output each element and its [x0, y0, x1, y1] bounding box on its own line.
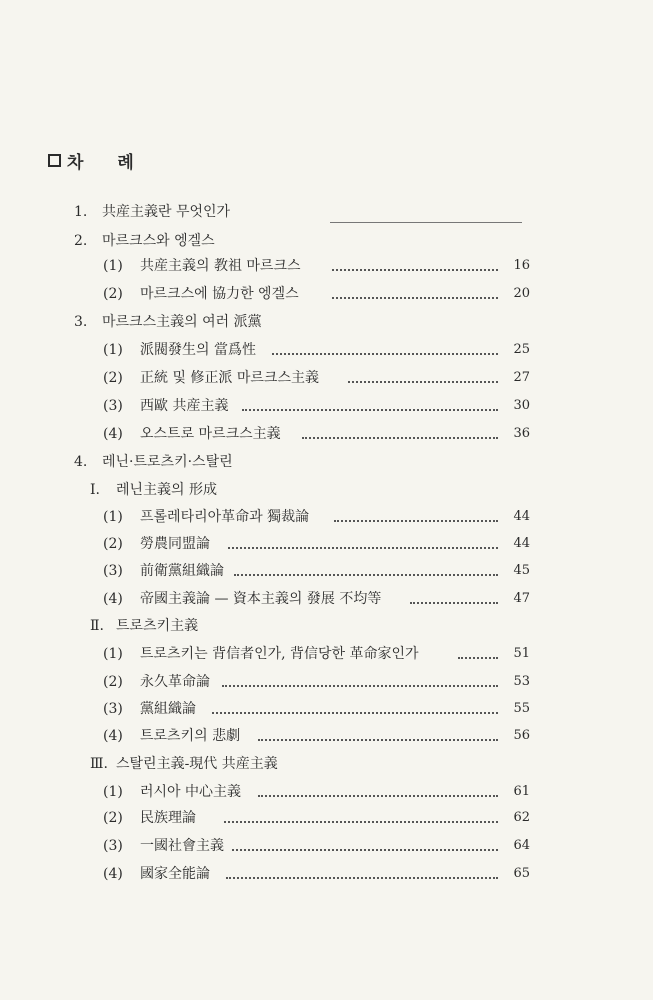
dot-leader [212, 712, 498, 714]
toc-entry-title: 帝國主義論 — 資本主義의 發展 不均等 [140, 591, 382, 607]
toc-entry-page: 53 [513, 674, 530, 689]
toc-entry-title: 西歐 共産主義 [140, 398, 229, 414]
toc-entry-title: 民族理論 [140, 810, 196, 826]
dot-leader [348, 381, 498, 383]
toc-entry [0, 450, 653, 474]
toc-entry [0, 532, 653, 556]
toc-entry-number: Ⅰ. [90, 482, 100, 498]
toc-entry-title: 勞農同盟論 [140, 536, 210, 552]
toc-entry-page: 27 [513, 370, 530, 385]
toc-entry-page: 55 [513, 701, 530, 716]
toc-entry-title: 트로츠키의 悲劇 [140, 728, 241, 744]
toc-entry-title: 共産主義란 무엇인가 [102, 204, 231, 220]
toc-entry-number: (3) [103, 838, 123, 854]
toc-entry-number: 1. [74, 204, 88, 220]
toc-entry-title: 오스트로 마르크스主義 [140, 426, 281, 442]
toc-entry-page: 36 [513, 426, 530, 441]
toc-entry-title: 마르크스와 엥겔스 [102, 233, 215, 249]
toc-entry-title: 黨組織論 [140, 701, 196, 717]
toc-entry-number: (2) [103, 286, 123, 302]
toc-entry-title: 트로츠키主義 [116, 618, 199, 634]
toc-entry [0, 338, 653, 362]
toc-entry [0, 559, 653, 583]
toc-entry-number: (3) [103, 701, 123, 717]
toc-entry-page: 56 [513, 728, 530, 743]
dot-leader [242, 409, 498, 411]
toc-heading-text: 차 례 [67, 153, 148, 173]
toc-entry-title: 正統 및 修正派 마르크스主義 [140, 370, 319, 386]
toc-entry-number: Ⅱ. [90, 618, 104, 634]
dot-leader [302, 437, 498, 439]
toc-entry [0, 366, 653, 390]
toc-entry [0, 505, 653, 529]
toc-entry-page: 64 [513, 838, 530, 853]
toc-entry [0, 642, 653, 666]
toc-entry [0, 670, 653, 694]
toc-entry-title: 마르크스主義의 여러 派黨 [102, 314, 262, 330]
toc-entry-page: 62 [513, 810, 530, 825]
toc-entry [0, 834, 653, 858]
dot-leader [410, 602, 498, 604]
toc-entry-number: 3. [74, 314, 88, 330]
toc-entry [0, 254, 653, 278]
toc-entry-title: 트로츠키는 背信者인가, 背信당한 革命家인가 [140, 646, 419, 662]
dot-leader [258, 739, 498, 741]
toc-entry-page: 47 [513, 591, 530, 606]
dot-leader [458, 657, 498, 659]
dot-leader [228, 547, 498, 549]
toc-entry [0, 780, 653, 804]
toc-entry-number: (3) [103, 398, 123, 414]
toc-entry-title: 스탈린主義-現代 共産主義 [116, 756, 278, 772]
toc-entry-number: Ⅲ. [90, 756, 108, 772]
toc-entry-number: (2) [103, 370, 123, 386]
toc-entry-page: 16 [513, 258, 530, 273]
toc-entry [0, 229, 653, 253]
toc-entry-number: (3) [103, 563, 123, 579]
dot-leader [334, 520, 498, 522]
dot-leader [222, 685, 498, 687]
toc-entry-number: (4) [103, 728, 123, 744]
dot-leader [232, 849, 498, 851]
square-box-icon [48, 154, 61, 167]
toc-entry [0, 310, 653, 334]
toc-entry-page: 44 [513, 509, 530, 524]
toc-entry [0, 752, 653, 776]
toc-entry-page: 65 [513, 866, 530, 881]
toc-entry-page: 20 [513, 286, 530, 301]
toc-entry [0, 478, 653, 502]
toc-entry-title: 프롤레타리아革命과 獨裁論 [140, 509, 310, 525]
toc-entry-page: 61 [513, 784, 530, 799]
toc-entry-number: (1) [103, 258, 123, 274]
dot-leader [224, 821, 498, 823]
toc-entry-number: (4) [103, 591, 123, 607]
toc-entry-page: 30 [513, 398, 530, 413]
toc-entry-title: 一國社會主義 [140, 838, 224, 854]
toc-entry-number: 4. [74, 454, 88, 470]
toc-entry-number: (1) [103, 784, 123, 800]
toc-entry [0, 697, 653, 721]
toc-entry-title: 러시아 中心主義 [140, 784, 242, 800]
toc-entry-number: (1) [103, 646, 123, 662]
toc-entry-number: (2) [103, 810, 123, 826]
dot-leader [272, 353, 498, 355]
dot-leader [226, 877, 498, 879]
toc-entry-number: (4) [103, 426, 123, 442]
toc-entry-page: 25 [513, 342, 530, 357]
toc-entry-title: 共産主義의 教祖 마르크스 [140, 258, 301, 274]
toc-heading [48, 148, 148, 173]
toc-entry-title: 前衛黨組織論 [140, 563, 224, 579]
dot-leader [258, 795, 498, 797]
toc-entry-number: (1) [103, 342, 123, 358]
toc-entry-number: 2. [74, 233, 88, 249]
toc-entry [0, 806, 653, 830]
toc-entry-number: (2) [103, 536, 123, 552]
toc-entry [0, 724, 653, 748]
toc-entry-title: 마르크스에 協力한 엥겔스 [140, 286, 299, 302]
toc-entry [0, 200, 653, 224]
toc-entry-number: (1) [103, 509, 123, 525]
toc-entry-title: 派閥發生의 當爲性 [140, 342, 256, 358]
toc-entry-title: 永久革命論 [140, 674, 210, 690]
dot-leader [234, 574, 498, 576]
toc-entry [0, 587, 653, 611]
toc-entry-number: (4) [103, 866, 123, 882]
toc-entry [0, 614, 653, 638]
toc-entry [0, 282, 653, 306]
dot-leader [332, 297, 498, 299]
toc-entry [0, 394, 653, 418]
toc-entry-title: 國家全能論 [140, 866, 210, 882]
toc-entry-page: 44 [513, 536, 530, 551]
toc-entry [0, 862, 653, 886]
dot-leader [332, 269, 498, 271]
toc-entry-title: 레닌主義의 形成 [116, 482, 218, 498]
toc-entry [0, 422, 653, 446]
toc-entry-number: (2) [103, 674, 123, 690]
toc-entry-page: 45 [513, 563, 530, 578]
toc-entry-title: 레닌·트로츠키·스탈린 [102, 454, 233, 470]
toc-entry-page: 51 [513, 646, 530, 661]
